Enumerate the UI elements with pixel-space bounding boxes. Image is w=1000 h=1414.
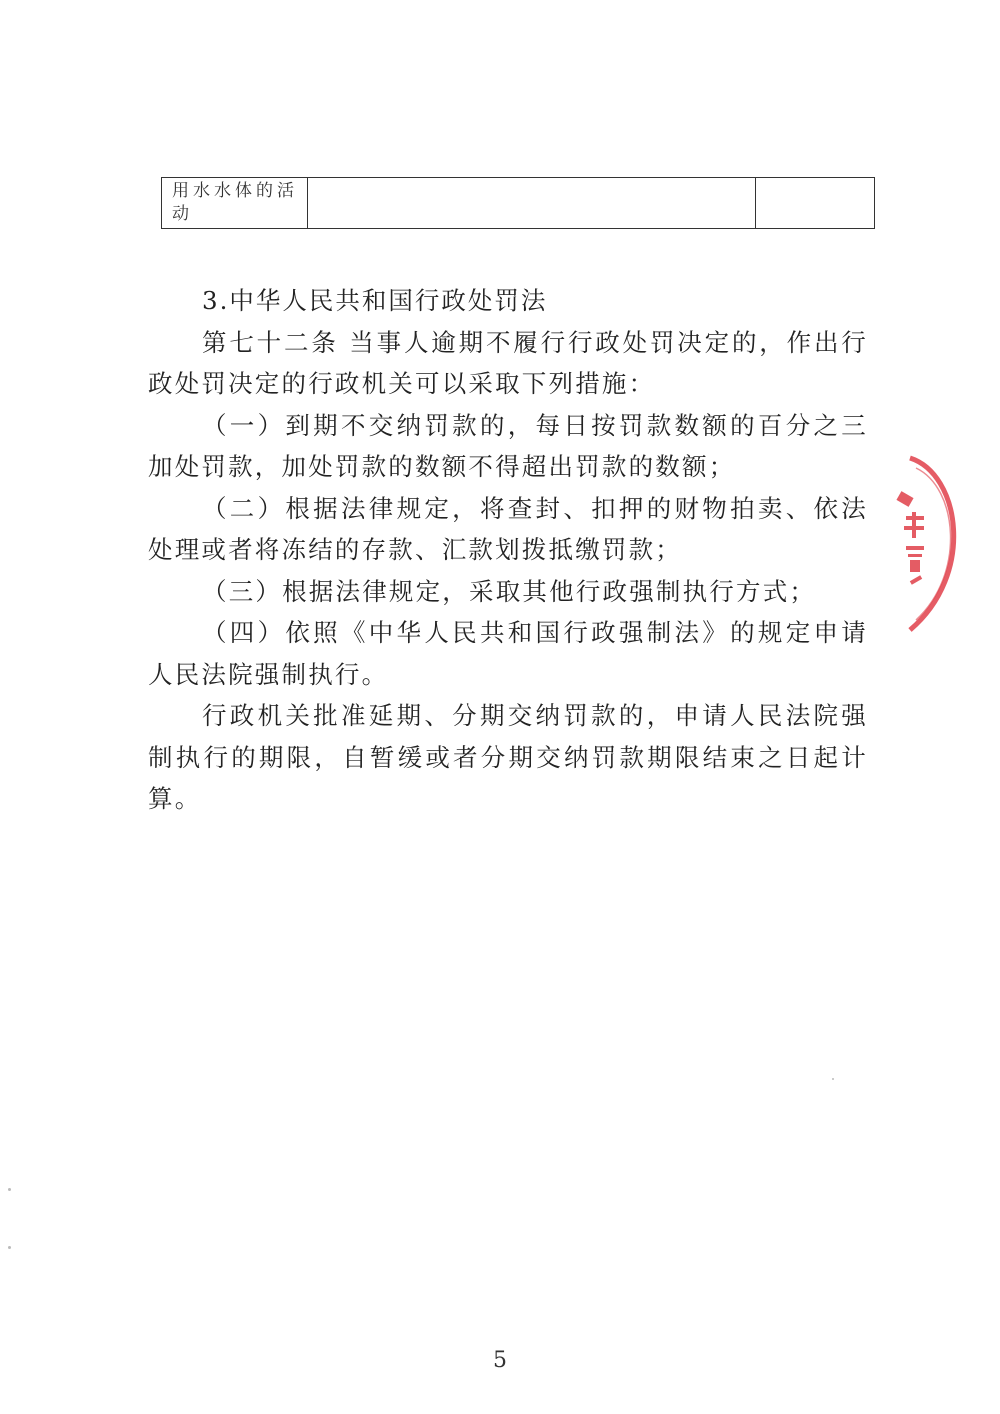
section-heading: 3.中华人民共和国行政处罚法 — [202, 286, 548, 315]
paragraph-item-1: （一）到期不交纳罚款的，每日按罚款数额的百分之三加处罚款，加处罚款的数额不得超出罚款的数额； — [148, 410, 868, 481]
scan-speck — [8, 1188, 11, 1191]
paragraph-item-2: （二）根据法律规定，将查封、扣押的财物拍卖、依法处理或者将冻结的存款、汇款划拨抵缴罚款； — [148, 493, 868, 564]
table-cell-middle — [308, 178, 756, 228]
body-text — [148, 280, 868, 820]
red-seal-stamp — [880, 454, 966, 636]
scan-speck — [8, 1246, 11, 1249]
table-cell-right — [756, 178, 874, 228]
paragraph-item-4: （四）依照《中华人民共和国行政强制法》的规定申请人民法院强制执行。 — [148, 618, 868, 689]
paragraph-item-3: （三）根据法律规定，采取其他行政强制执行方式； — [202, 576, 817, 606]
paragraph-extension: 行政机关批准延期、分期交纳罚款的，申请人民法院强制执行的期限，自暂缓或者分期交纳罚款期限结束之日起计算。 — [148, 701, 868, 813]
paragraph-article-72: 第七十二条 当事人逾期不履行行政处罚决定的，作出行政处罚决定的行政机关可以采取下列措施： — [148, 327, 868, 398]
table-row — [161, 177, 875, 229]
scan-speck — [832, 1078, 834, 1080]
page-number: 5 — [493, 1348, 507, 1373]
table-cell-label: 用水水体的活动 — [162, 178, 308, 228]
